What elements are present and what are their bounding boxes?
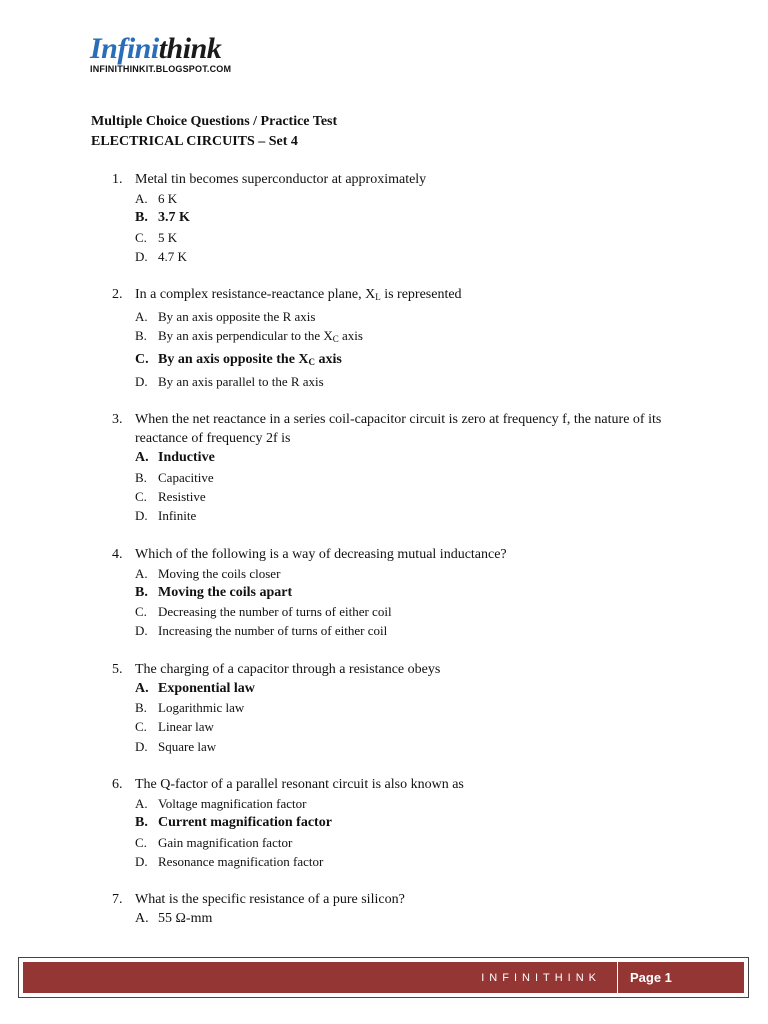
question-text: Which of the following is a way of decreasing mutual inductance? <box>135 546 507 562</box>
option: C. Gain magnification factor <box>135 834 293 850</box>
option: D. Infinite <box>135 508 197 524</box>
logo-wordmark: Infinithink <box>90 32 222 65</box>
option: C. 5 K <box>135 229 178 245</box>
option: B. Logarithmic law <box>135 700 245 716</box>
option: A. 6 K <box>135 191 178 206</box>
page-number: Page 1 <box>630 970 672 985</box>
question-number: 4. <box>112 546 123 562</box>
question-number: 1. <box>112 172 123 187</box>
heading-subtitle: ELECTRICAL CIRCUITS – Set 4 <box>91 134 298 149</box>
option: B. By an axis perpendicular to the $X_C$ axis <box>135 328 363 345</box>
question-6 <box>112 775 712 871</box>
option-list <box>135 794 712 871</box>
option: A. By an axis opposite the R axis <box>135 309 316 325</box>
option: D. 4.7 K <box>135 248 187 264</box>
option-list <box>135 189 712 266</box>
option-correct: B. Current magnification factor <box>135 815 332 831</box>
option: B. Capacitive <box>135 469 214 485</box>
question-text: Metal tin becomes superconductor at approximately <box>135 172 427 187</box>
question-text: In a complex resistance-reactance plane, $X_L$ is represented <box>135 287 462 303</box>
option: C. Resistive <box>135 488 206 504</box>
question-text: The Q-factor of a parallel resonant circuit is also known as <box>135 776 464 792</box>
question-number: 3. <box>112 412 123 428</box>
option-correct: B. Moving the coils apart <box>135 584 293 600</box>
option-correct: C. By an axis opposite the $X_C$ axis <box>135 351 342 367</box>
heading-title: Multiple Choice Questions / Practice Test <box>91 114 338 129</box>
question-list <box>112 170 712 947</box>
logo-url: INFINITHINKIT.BLOGSPOT.COM <box>90 64 232 74</box>
question-number: 5. <box>112 661 123 677</box>
option: D. Increasing the number of turns of either coil <box>135 623 388 639</box>
question-2 <box>112 285 712 391</box>
option: C. Linear law <box>135 719 214 735</box>
option: A. Voltage magnification factor <box>135 795 307 811</box>
option: A. 55 Ω-mm <box>135 911 213 927</box>
document-heading <box>91 112 337 152</box>
option-list <box>135 909 712 928</box>
question-1 <box>112 170 712 266</box>
question-5 <box>112 660 712 756</box>
question-text: What is the specific resistance of a pure silicon? <box>135 892 405 908</box>
question-text: The charging of a capacitor through a resistance obeys <box>135 661 441 677</box>
option: A. Moving the coils closer <box>135 565 281 581</box>
option-list <box>135 307 712 391</box>
question-text: When the net reactance in a series coil-capacitor circuit is zero at frequency f, the nature of its reactance of frequency 2f is <box>135 412 662 447</box>
page-footer <box>23 962 744 993</box>
option-correct: A. Exponential law <box>135 680 255 696</box>
option-list <box>135 448 712 525</box>
question-number: 2. <box>112 287 123 303</box>
question-4 <box>112 545 712 641</box>
infinithink-logo <box>90 34 231 74</box>
option: C. Decreasing the number of turns of either coil <box>135 604 392 620</box>
question-number: 7. <box>112 892 123 908</box>
option: D. By an axis parallel to the R axis <box>135 374 324 390</box>
question-3 <box>112 410 712 525</box>
option: D. Square law <box>135 738 217 754</box>
question-7 <box>112 890 712 928</box>
question-number: 6. <box>112 776 123 792</box>
option-correct: A. Inductive <box>135 450 215 466</box>
option-correct: B. 3.7 K <box>135 210 190 226</box>
footer-brand: INFINITHINK <box>481 971 601 984</box>
option-list <box>135 564 712 641</box>
option-list <box>135 679 712 756</box>
option: D. Resonance magnification factor <box>135 853 324 869</box>
